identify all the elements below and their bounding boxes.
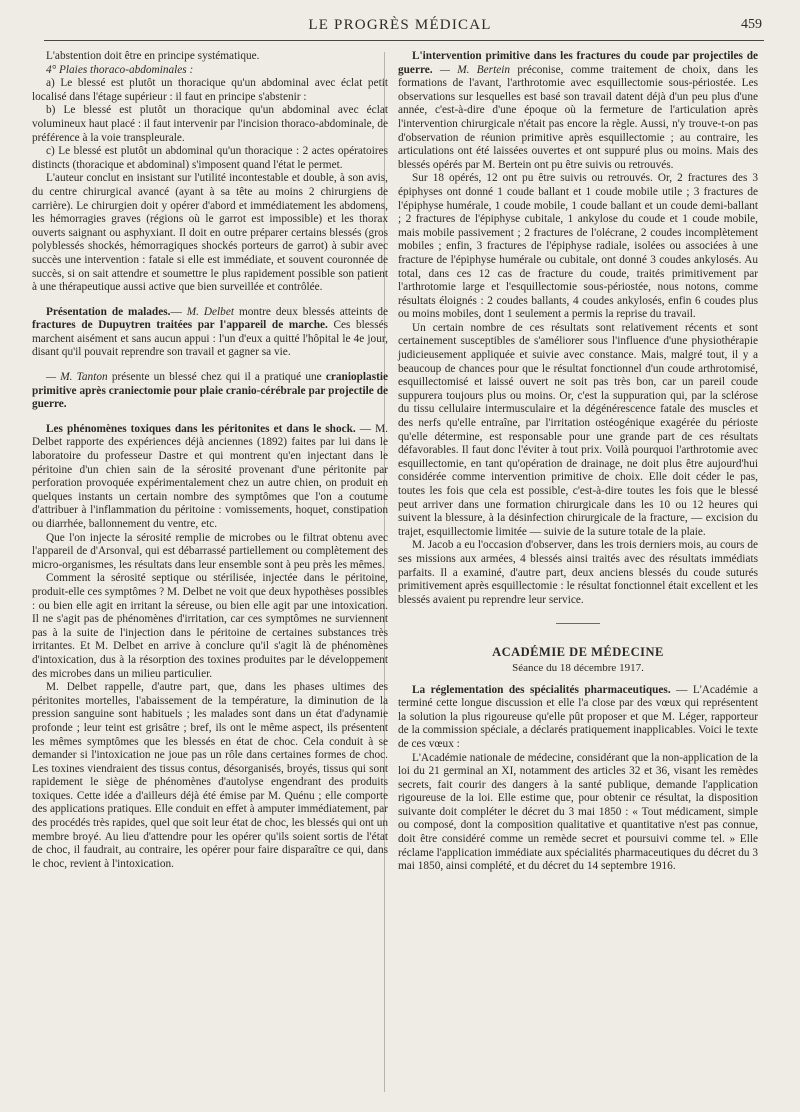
page-header	[0, 0, 800, 44]
paragraph-choc: M. Delbet rappelle, d'autre part, que, dans les phases ultimes des péritonites mortelles, l'abaissement de la température, la diminution de la pression sanguine sont habituels ; les malades sont dans un état d'adynamie profonde ; leur teint est grisâtre ; bref, ils ont le même aspect, ils présentent les mêmes symptômes que les blessés en état de choc. Cela conduit à se demander si l'intoxication ne joue pas un rôle dans certaines formes de choc. Les toxines viendraient des tissus contus, désorganisés, broyés, tissus qui sont rapidement le siège de phénomènes d'autolyse engendrant des produits toxiques. Cette idée a d'ailleurs déjà été émise par M. Quénu ; elle comporte des applications pratiques. Elle conduit en effet à amputer immédiatement, par des procédés très rapides, quel que soit leur état de choc, les blessés qui ont un membre broyé. Au lieu d'attendre pour les opérer qu'ils soient sortis de l'état de choc, il faudrait, au contraire, les opérer pour faire disparaître ce qui, dans le choc, revient à l'intoxication.	[32, 681, 388, 870]
section-separator	[556, 623, 600, 624]
seance-date: Séance du 18 décembre 1917.	[512, 661, 644, 674]
presentation-author: M. Delbet	[186, 305, 234, 318]
academy-heading: ACADÉMIE DE MÉDECINE	[492, 645, 664, 660]
paragraph-hypotheses: Comment la sérosité septique ou stérilisée, injectée dans le péritoine, produit-elle ces symptômes ? M. Delbet ne voit que deux hypothèses possibles : ou bien elle agit en irritant la séreuse, ou bien elle agit par une intoxication. Il ne s'agit pas de phénomènes d'irritation, car ces symptômes ne surviennent pas à la suite de l'injection dans le péritoine de certaines substances très irritantes. Et M. Delbet en arrive à conclure qu'il s'agit là de phénomènes d'intoxication, dus à la résorption des toxines produites par le développement des microbes dans un milieu particulier.	[32, 572, 388, 680]
paragraph-reglementation	[398, 684, 758, 752]
paragraph-case-a: a) Le blessé est plutôt un thoracique qu'un abdominal avec éclat petit localisé dans l'étage supérieur : il faut en principe s'abstenir :	[32, 77, 388, 103]
paragraph-tanton	[32, 371, 388, 412]
paragraph-case-c: c) Le blessé est plutôt un abdominal qu'un thoracique : 2 actes opératoires distincts (thoracique et abdominal) s'imposent quand l'état le permet.	[32, 145, 388, 171]
right-column	[398, 50, 758, 874]
running-title: LE PROGRÈS MÉDICAL	[308, 17, 492, 33]
intervention-heading: L'intervention primitive dans les fractures du coude par projectiles de guerre.	[398, 50, 758, 76]
paragraph-abstention: L'abstention doit être en principe systématique.	[46, 50, 260, 62]
intervention-author: — M. Bertein	[439, 63, 511, 76]
paragraph-resultats: Sur 18 opérés, 12 ont pu être suivis ou retrouvés. Or, 2 fractures des 3 épiphyses ont donné 1 coude ballant et 1 coude mobile utile ; 3 fractures de l'épiphyse humérale, 1 coude mobile, 1 coude ballant et un coude demi-ballant ; 2 fractures de l'épiphyse cubitale, 1 ankylose du coude et 1 coude mobile, mais mobile passivement ; 2 fractures de l'olécrane, 2 coudes incomplètement mobiles ; enfin, 3 fractures de l'épiphyse radiale, isolées ou associées à une fracture de l'épiphyse humérale ou cubitale, ont donné 3 coudes ankylosés. Au total, dans ces 12 cas de fracture du coude, traités primitivement par l'arthrotomie large et l'esquillectomie sous-périostée, nous notons, comme résultats éloignés : 2 coudes ballants, 4 coudes ankylosés, enfin 6 coudes plus ou moins mobiles, dont 1 seulement a permis la reprise du travail.	[398, 172, 758, 321]
presentation-text-a: montre deux blessés atteints de	[238, 305, 388, 318]
paragraph-suppuration: Un certain nombre de ces résultats sont relativement récents et sont certainement susceptibles de s'améliorer sous l'influence d'une physiothérapie judicieusement appliquée et suivie avec constance. Mais, malgré tout, il y a beaucoup de chances pour que le résultat fonctionnel d'un coude arthrotomisé, esquillectomisé et laissé ouvert ne soit pas très bon, car un pareil coude suppurera toujours plus ou moins. Or, c'est la suppuration qui, par la sclérose du tissu cellulaire intermusculaire et la dégénérescence fatale des muscles et des nerfs qu'elle entraîne, par l'irritation ostéogénique exagérée du périoste qu'elle détermine, est responsable pour une grande part de ces résultats défavorables. Il faut donc l'éviter à tout prix. Voilà pourquoi l'arthrotomie avec esquillectomie, en tant qu'opération de drainage, ne doit plus être aujourd'hui considérée comme intervention primitive de choix. Elle doit céder le pas, toutes les fois que cela est possible, c'est-à-dire toutes les fois que le blessé peut arriver dans une formation chirurgicale dans les 10 ou 12 heures qui suivent la blessure, à la désinfection chirurgicale de la fracture, — excision du trajet, esquillectomie limitée — suivie de la suture totale de la plaie.	[398, 321, 758, 538]
toxiques-heading: Les phénomènes toxiques dans les péritonites et dans le shock.	[46, 422, 356, 435]
paragraph-toxiques	[32, 423, 388, 532]
paragraph-case-b: b) Le blessé est plutôt un thoracique qu'un abdominal avec éclat volumineux haut placé : il faut intervenir par l'incision thoraco-abdominale, de préférence à la voie transpleurale.	[32, 104, 388, 144]
toxiques-text: — M. Delbet rapporte des expériences déjà anciennes (1892) faites par lui dans le laboratoire du professeur Dastre et qui montrent qu'en injectant dans le péritoine d'un chien sain de la sérosité provenant d'une péritonite par perforation provoquée expérimentalement chez un autre chien, on produit en quelques instants un certain nombre des symptômes que l'on a coutume d'attribuer à l'inflammation du péritoine : vomissements, hoquet, constipation ou diarrhée, ballonnement du ventre, etc.	[32, 422, 388, 530]
header-rule	[44, 40, 764, 41]
left-column	[32, 50, 388, 871]
page-number: 459	[741, 17, 762, 32]
presentation-subject: fractures de Dupuytren traitées par l'appareil de marche.	[32, 319, 328, 332]
intervention-text: préconise, comme traitement de choix, dans les formations de l'avant, l'arthrotomie avec esquillectomie sous-périostée. Les observations sur lesquelles est basé son travail datent déjà d'un peu plus d'une année, c'est-à-dire d'une époque où la fermeture de l'articulation après l'intervention chirurgicale n'était pas encore la règle. Aussi, n'y trouve-t-on pas d'observation de réunion primitive après esquillectomie ; au contraire, les articulations ont été laissées ouvertes et ont suppuré plus ou moins. Mais des blessés opérés par M. Bertein ont pu être suivis ou retrouvés.	[398, 63, 759, 171]
presentation-text-b: Ces blessés marchent aisément et sans aucun appui : l'un d'eux a quitté l'hôpital le 4e jour, disant qu'il pouvait reprendre son travail et gagner sa vie.	[32, 319, 388, 359]
presentation-heading: Présentation de malades.	[46, 305, 171, 318]
paragraph-serosite: Que l'on injecte la sérosité remplie de microbes ou le filtrat obtenu avec l'appareil de d'Arsonval, qui est débarrassé partiellement ou complètement des micro-organismes, les résultats dans leur ensemble sont à peu près les mêmes.	[32, 531, 388, 571]
reglementation-heading: La réglementation des spécialités pharmaceutiques.	[412, 683, 671, 696]
reglementation-text: — L'Académie a terminé cette longue discussion et elle l'a close par des vœux qui représentent la solution la plus rigoureuse qu'elle pût proposer et que M. Léger, rapporteur de la commission spéciale, a déclarés pratiquement inapplicables. Voici le texte de ces vœux :	[398, 683, 759, 750]
tanton-text: présente un blessé chez qui il a pratiqué une	[111, 371, 322, 384]
paragraph-presentation: Présentation de malades.— M. Delbet montre deux blessés atteints de fractures de Dupuytren traitées par l'appareil de marche. Ces blessés marchent aisément et sans aucun appui : l'un d'eux a quitté l'hôpital le 4e jour, disant qu'il pouvait reprendre son travail et gagner sa vie.	[32, 305, 388, 359]
tanton-author: — M. Tanton	[46, 371, 108, 384]
paragraph-voeux: L'Académie nationale de médecine, considérant que la non-application de la loi du 21 germinal an XI, notamment des articles 32 et 36, visant les remèdes secrets, fait courir des dangers à la santé publique, demande l'application rigoureuse de la loi. Elle estime que, pour obtenir ce résultat, la disposition suivante doit compléter le décret du 3 mai 1850 : « Tout médicament, simple ou composé, dont la composition qualitative et quantitative n'est pas connue, doit être considéré comme un remède secret et poursuivi comme tel. » Elle réclame l'application immédiate aux spécialités pharmaceutiques du décret du 3 mai 1850, ainsi complété, et du décret du 14 septembre 1916.	[398, 751, 758, 873]
paragraph-jacob: M. Jacob a eu l'occasion d'observer, dans les trois derniers mois, au cours de ses missions aux armées, 4 blessés ainsi traités avec des résultats immédiats parfaits. Il a examiné, d'autre part, deux anciens blessés du coude suturés primitivement après esquillectomie : le résultat fonctionnel était excellent et les blessés avaient pu reprendre leur service.	[398, 539, 758, 606]
paragraph-intervention	[398, 50, 758, 172]
paragraph-conclusion: L'auteur conclut en insistant sur l'utilité incontestable et double, à son avis, du centre chirurgical avancé (ayant à sa tête au moins 2 chirurgiens de carrière). Le chirurgien doit y opérer d'abord et immédiatement les abdomens, les hémorragies graves (régions où le garrot est impossible) et les thorax ouverts saignant ou asphyxiant. Il doit en outre préparer certains blessés (gros polyblessés shockés, hémorragiques shockés porteurs de garrot) à subir avec succès une intervention : fatale si elle est immédiate, et souvent couronnée de succès, si on sait attendre et soumettre le plus rapidement possible son patient à une thérapeutique aussi active que bien surveillée et contrôlée.	[32, 172, 388, 294]
tanton-subject: cranioplastie primitive après craniectomie pour plaie cranio-cérébrale par projectile de guerre.	[32, 371, 389, 411]
section-heading-plaies: 4° Plaies thoraco-abdominales :	[46, 63, 194, 76]
